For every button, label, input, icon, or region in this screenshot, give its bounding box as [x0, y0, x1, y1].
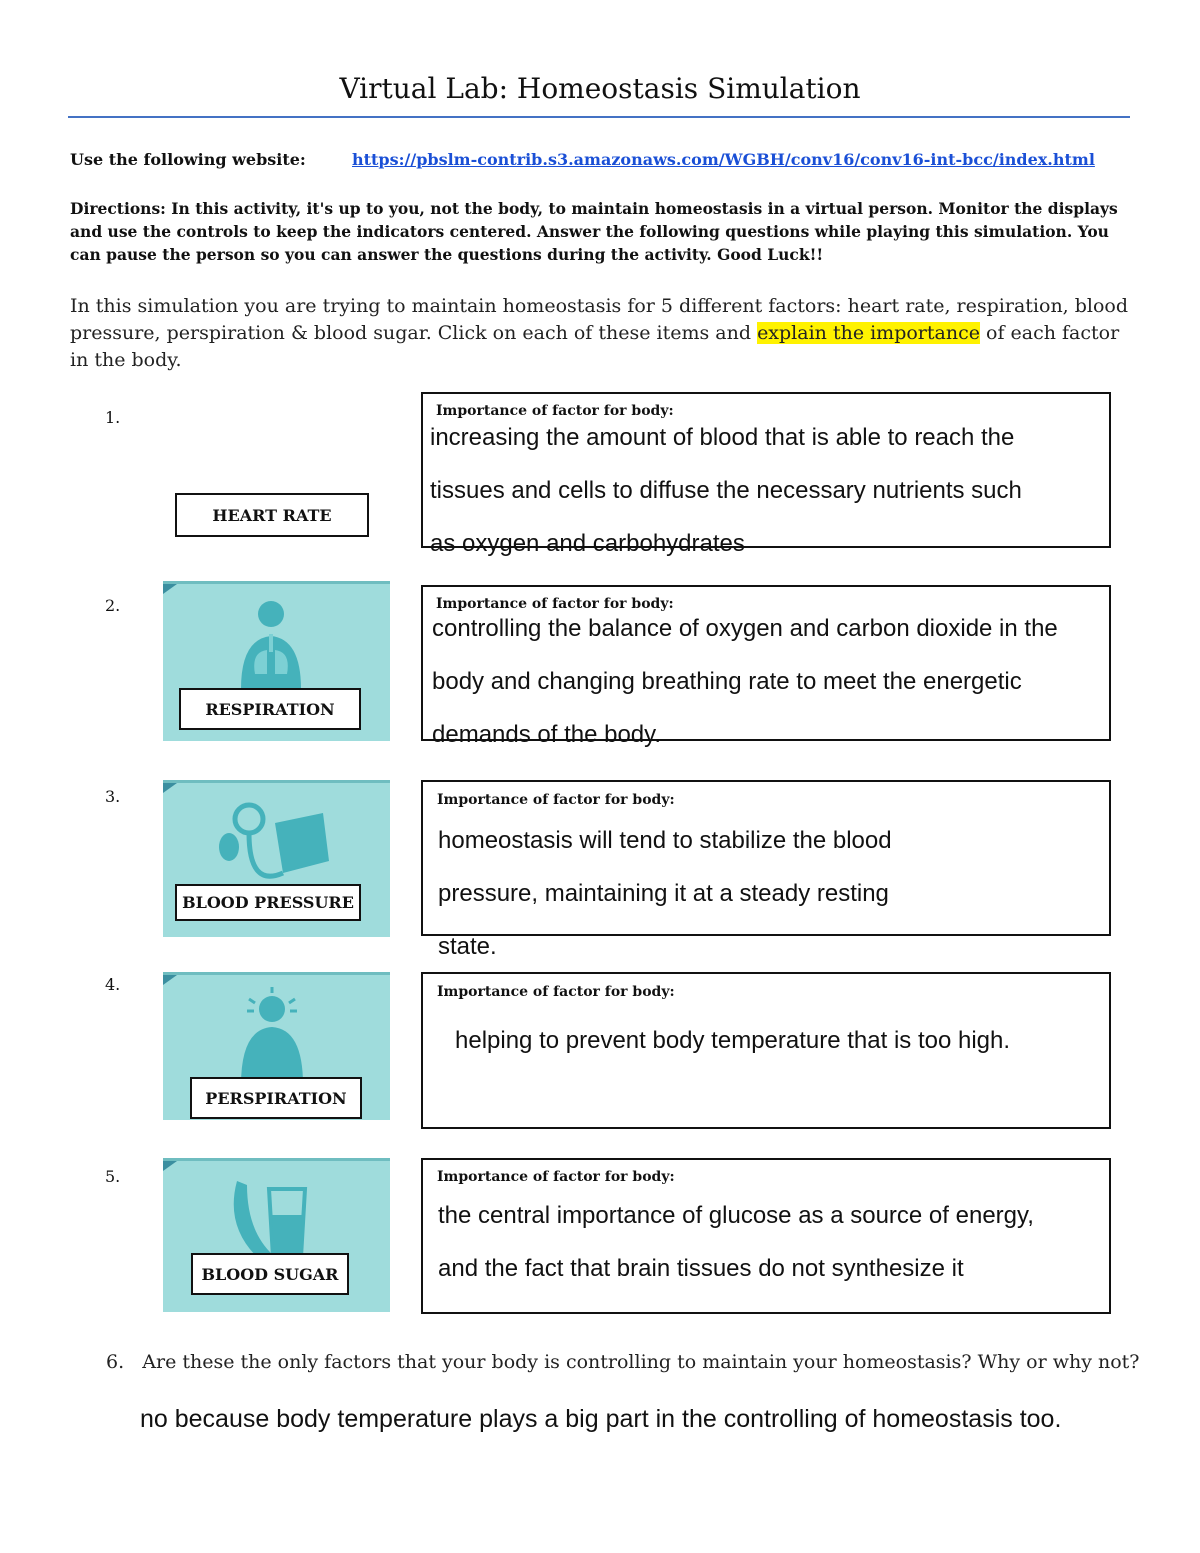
factor-number: 2.	[105, 596, 121, 615]
heart-rate-label: HEART RATE	[175, 493, 369, 537]
importance-label: Importance of factor for body:	[437, 792, 675, 808]
sweating-person-icon	[227, 985, 317, 1085]
importance-label: Importance of factor for body:	[437, 984, 675, 1000]
website-label: Use the following website:	[70, 150, 306, 169]
respiration-answer-line: demands of the body.	[432, 721, 662, 748]
intro-text: In this simulation you are trying to maintain homeostasis for 5 different factors: heart rate, respiration, blood pressure, perspiration & blood sugar. Click on each of these items and	[70, 295, 1129, 344]
blood-pressure-answer-line: state.	[438, 933, 497, 960]
respiration-label: RESPIRATION	[179, 688, 361, 730]
importance-label: Importance of factor for body:	[436, 596, 674, 612]
factor-number: 1.	[105, 408, 121, 427]
perspiration-label: PERSPIRATION	[190, 1077, 362, 1119]
lungs-icon	[231, 594, 311, 694]
intro-text-end: of each factor in the body.	[70, 322, 1120, 371]
directions-text: Directions: In this activity, it's up to you, not the body, to maintain homeostasis in a virtual person. Monitor the displays and use the controls to keep the indicators centered. Answer the following questions while playing this simulation. You can pause the person so you can answer the questions during the activity. Good Luck!!	[70, 199, 1118, 264]
heart-rate-answer-line: as oxygen and carbohydrates	[430, 530, 745, 557]
question-6-answer: no because body temperature plays a big part in the controlling of homeostasis too.	[140, 1405, 1062, 1433]
factor-number: 4.	[105, 975, 121, 994]
respiration-answer-line: body and changing breathing rate to meet the energetic	[432, 668, 1022, 695]
blood-pressure-cuff-icon	[213, 793, 333, 893]
page-title: Virtual Lab: Homeostasis Simulation	[339, 72, 861, 105]
blood-pressure-answer-line: homeostasis will tend to stabilize the blood	[438, 827, 892, 854]
blood-pressure-label: BLOOD PRESSURE	[175, 884, 361, 921]
factor-number: 5.	[105, 1167, 121, 1186]
intro-paragraph	[70, 293, 1130, 374]
blood-sugar-label: BLOOD SUGAR	[191, 1253, 349, 1295]
importance-label: Importance of factor for body:	[437, 1169, 675, 1185]
heart-rate-answer-line: increasing the amount of blood that is able to reach the	[430, 424, 1015, 451]
banana-glass-icon	[223, 1175, 323, 1265]
question-6-number: 6.	[106, 1351, 125, 1373]
question-6-text: Are these the only factors that your body is controlling to maintain your homeostasis? Why or why not?	[142, 1351, 1140, 1373]
heart-rate-answer-line: tissues and cells to diffuse the necessary nutrients such	[430, 477, 1022, 504]
respiration-answer-line: controlling the balance of oxygen and carbon dioxide in the	[432, 615, 1058, 642]
question-6	[106, 1351, 1139, 1373]
factor-number: 3.	[105, 787, 121, 806]
blood-pressure-answer-line: pressure, maintaining it at a steady resting	[438, 880, 889, 907]
importance-label: Importance of factor for body:	[436, 403, 674, 419]
blood-sugar-answer-line: the central importance of glucose as a source of energy,	[438, 1202, 1034, 1229]
website-link[interactable]: https://pbslm-contrib.s3.amazonaws.com/WGBH/conv16/conv16-int-bcc/index.html	[352, 150, 1095, 169]
perspiration-answer-line: helping to prevent body temperature that is too high.	[455, 1027, 1011, 1054]
title-divider	[68, 116, 1130, 118]
intro-highlight: explain the importance	[757, 322, 980, 344]
blood-sugar-answer-line: and the fact that brain tissues do not synthesize it	[438, 1255, 964, 1282]
